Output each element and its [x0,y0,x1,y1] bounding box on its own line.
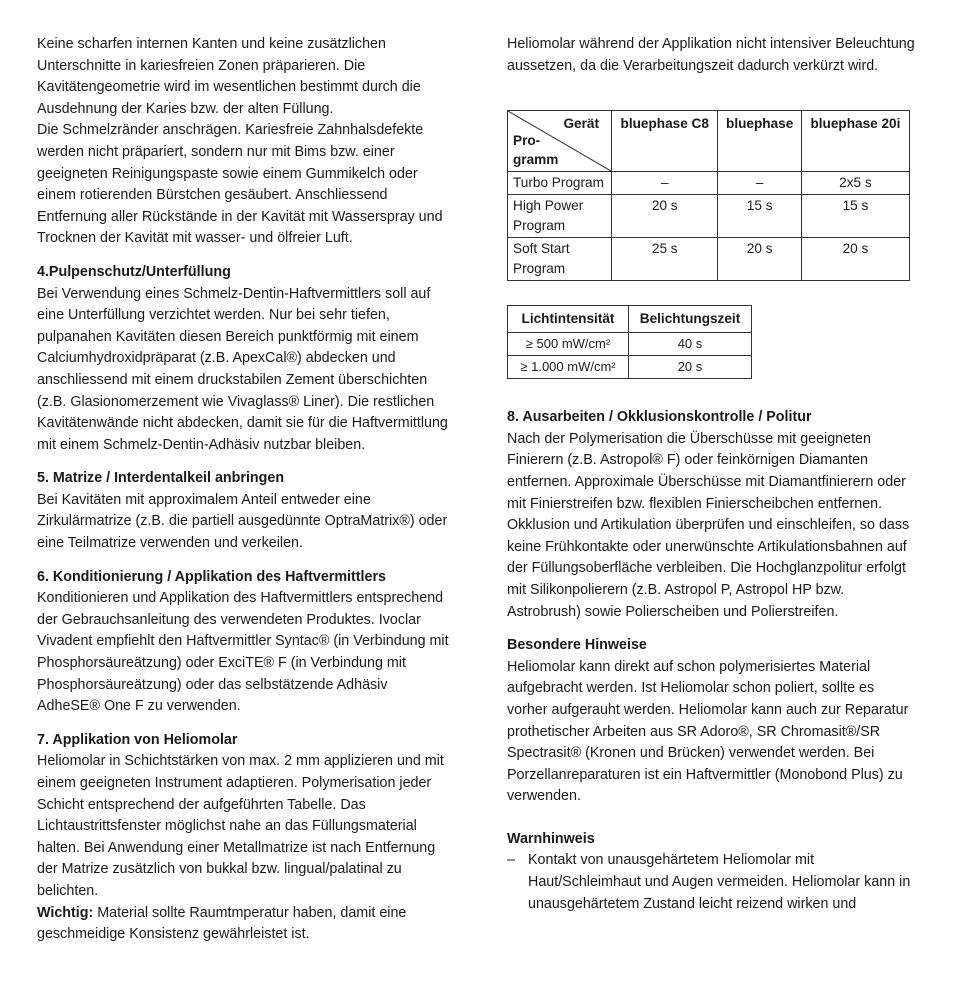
row-label: ≥ 1.000 mW/cm² [508,356,629,379]
section-7-text: Heliomolar in Schichtstärken von max. 2 mm applizieren und mit einem geeigneten Instrument adaptieren. Polymerisation jeder Schicht entsprechend der aufgeführten Tabelle. Das Lichtaustrittsfenster möglichst nahe an das Füllungsmaterial halten. Bei Anwendung einer Metallmatrize ist nach Entfernung der Matrize zusätzlich von bukkal bzw. lingual/palatinal zu belichten. [37,753,444,899]
table-cell: 20 s [629,356,752,379]
table-header-row [508,306,752,333]
table-cell: 15 s [718,195,801,238]
list-dash: – [507,852,515,869]
light-intensity-table [507,305,752,379]
table-cell: 2x5 s [801,172,909,195]
table-header-row [508,111,910,172]
section-5 [37,468,449,554]
column-header: bluephase [718,111,801,172]
left-column [37,34,449,946]
section-6-text: Konditionieren und Applikation des Haftvermittlers entsprechend der Gebrauchsanleitung des verwendeten Produktes. Ivoclar Vivadent empfiehlt den Haftvermittler Syntac® (in Verbindung mit Phosphorsäureätzung) oder ExciTE® F (in Verbindung mit Phosphorsäureätzung) oder das selbstätzende Adhäsiv AdheSE® One F zu verwenden. [37,590,449,715]
table-cell: 20 s [801,238,909,281]
intro-section [37,34,449,250]
section-4 [37,262,449,456]
intro-paragraph-2: Die Schmelzränder anschrägen. Kariesfreie Zahnhalsdefekte werden nicht präpariert, sondern nur mit Bims bzw. einer geeigneten Reinigungspaste sowie einem Gummikelch oder einem rotierenden Bürstchen gesäubert. Anschliessend Entfernung aller Rückstände in der Kavität mit Wasserspray und Trocknen der Kavität mit wasser- und ölfreier Luft. [37,122,443,247]
row-label: ≥ 500 mW/cm² [508,333,629,356]
section-7-heading: 7. Applikation von Heliomolar [37,731,238,748]
corner-label-device: Gerät [563,116,599,132]
table-row [508,356,752,379]
section-7 [37,730,449,946]
table-row [508,333,752,356]
table-cell: 20 s [718,238,801,281]
table-corner-cell [508,111,612,172]
section-6 [37,567,449,718]
section-4-text: Bei Verwendung eines Schmelz-Dentin-Haftvermittlers soll auf eine Unterfüllung verzichtet werden. Nur bei sehr tiefen, pulpanahen Kavitäten diesen Bereich punktförmig mit einem Calciumhydroxidpräparat (z.B. ApexCal®) abdecken und anschliessend mit einem druckstabilen Zement überschichten (z.B. Glasionomerzement wie Vivaglass® Liner). Die restlichen Kavitätenwände nicht abdecken, damit sie für die Haftvermittlung mit einem Schmelz-Dentin-Adhäsiv nutzbar bleiben. [37,285,448,453]
right-intro: Heliomolar während der Applikation nicht intensiver Beleuchtung aussetzen, da die Verarbeitungszeit dadurch verkürzt wird. [507,36,915,74]
section-8 [507,407,917,623]
important-note [37,903,449,946]
list-item [507,850,917,915]
table-cell: 25 s [612,238,718,281]
row-label: High Power Program [508,195,612,238]
section-5-text: Bei Kavitäten mit approximalem Anteil entweder eine Zirkulärmatrize (z.B. die partiell ausgedünnte OptraMatrix®) oder eine Teilmatrize verwenden und verkeilen. [37,491,448,552]
corner-label-program-2: gramm [513,152,559,168]
table-cell: 20 s [612,195,718,238]
corner-label-program [513,131,558,169]
row-label: Soft Start Program [508,238,612,281]
curing-program-table [507,110,910,281]
table-row [508,238,910,281]
intro-paragraph-1: Keine scharfen internen Kanten und keine zusätzlichen Unterschnitte in kariesfreien Zonen präparieren. Die Kavitätengeometrie wird im wesentlichen bestimmt durch die Ausdehnung der Karies bzw. der alten Füllung. [37,36,421,117]
column-header: bluephase C8 [612,111,718,172]
corner-label-program-1: Pro- [513,133,541,149]
section-6-heading: 6. Konditionierung / Applikation des Haftvermittlers [37,568,386,585]
table-row [508,172,910,195]
section-8-heading: 8. Ausarbeiten / Okklusionskontrolle / Politur [507,409,812,426]
table-cell: 15 s [801,195,909,238]
row-label: Turbo Program [508,172,612,195]
warning-item-text: Kontakt von unausgehärtetem Heliomolar mit Haut/Schleimhaut und Augen vermeiden. Heliomolar kann in unausgehärtetem Zustand leicht reizend wirken und [528,852,911,912]
notes-text: Heliomolar kann direkt auf schon polymerisiertes Material aufgebracht werden. Ist Heliomolar schon poliert, sollte es vorher aufgerauht werden. Heliomolar kann auch zur Reparatur prothetischer Arbeiten aus SR Adoro®, SR Chromasit®/SR Spectrasit® (Kronen und Brücken) verwendet werden. Bei Porzellanreparaturen ist ein Haftvermittler (Monobond Plus) zu verwenden. [507,658,909,805]
table-cell: 40 s [629,333,752,356]
right-column [507,34,917,915]
table-row [508,195,910,238]
table-cell: – [718,172,801,195]
important-text: Material sollte Raumtmperatur haben, damit eine geschmeidige Konsistenz gewährleistet ist. [37,904,407,943]
notes-heading: Besondere Hinweise [507,637,647,654]
warning-heading: Warnhinweis [507,830,595,847]
warning-section [507,829,917,915]
table-cell: – [612,172,718,195]
section-4-heading: 4.Pulpenschutz/Unterfüllung [37,263,231,280]
column-header: Belichtungszeit [629,306,752,333]
column-header: Lichtintensität [508,306,629,333]
section-8-text: Nach der Polymerisation die Überschüsse mit geeigneten Finierern (z.B. Astropol® F) oder feinkörnigen Diamanten entfernen. Approximale Überschüsse mit Diamantfinierern oder mit Finierstreifen bzw. flexiblen Finierscheibchen entfernen. Okklusion und Artikulation überprüfen und einschleifen, so dass keine Frühkontakte oder unerwünschte Artikulationsbahnen auf der Füllungsoberfläche verbleiben. Die Hochglanzpolitur erfolgt mit Silikonpolierern (z.B. Astropol P, Astropol HP bzw. Astrobrush) sowie Polierscheiben und Polierstreifen. [507,430,910,620]
column-header: bluephase 20i [801,111,909,172]
section-5-heading: 5. Matrize / Interdentalkeil anbringen [37,470,285,487]
notes-section [507,635,917,808]
important-label: Wichtig: [37,904,94,921]
